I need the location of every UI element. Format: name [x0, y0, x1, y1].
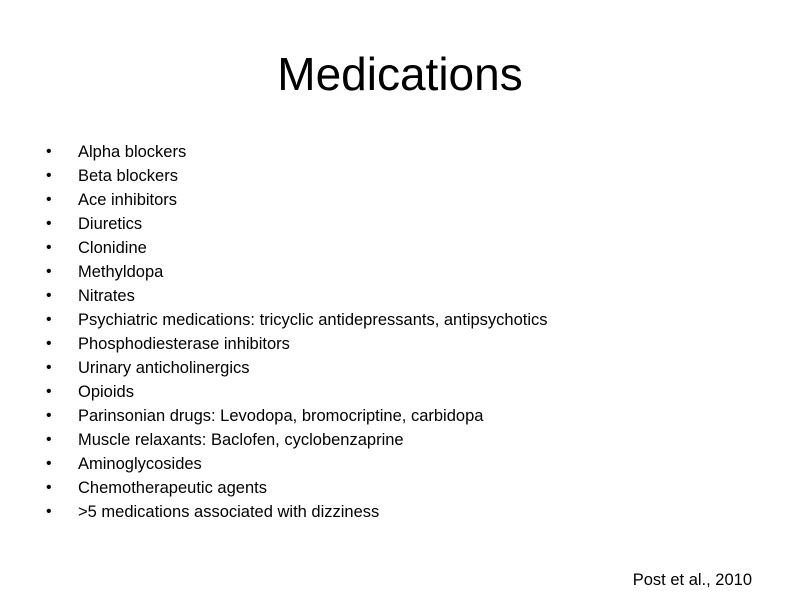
- bullet-icon: •: [46, 503, 52, 520]
- list-item-text: Nitrates: [78, 287, 135, 305]
- bullet-icon: •: [46, 407, 52, 424]
- list-item: [40, 356, 760, 380]
- list-item: [40, 164, 760, 188]
- list-item-text: Clonidine: [78, 239, 147, 257]
- list-item: [40, 476, 760, 500]
- list-item-text: >5 medications associated with dizziness: [78, 503, 380, 521]
- list-item-text: Urinary anticholinergics: [78, 359, 250, 377]
- bullet-icon: •: [46, 359, 52, 376]
- list-item: [40, 284, 760, 308]
- list-item: [40, 380, 760, 404]
- list-item-text: Parinsonian drugs: Levodopa, bromocriptine, carbidopa: [78, 407, 484, 425]
- list-item: [40, 308, 760, 332]
- list-item-text: Beta blockers: [78, 167, 178, 185]
- list-item: [40, 212, 760, 236]
- list-item-text: Methyldopa: [78, 263, 164, 281]
- list-item-text: Opioids: [78, 383, 134, 401]
- citation: Post et al., 2010: [632, 571, 752, 589]
- slide-title: Medications: [277, 48, 523, 100]
- bullet-icon: •: [46, 479, 52, 496]
- bullet-icon: •: [46, 263, 52, 280]
- list-item-text: Phosphodiesterase inhibitors: [78, 335, 290, 353]
- bullet-icon: •: [46, 287, 52, 304]
- bullet-icon: •: [46, 455, 52, 472]
- list-item-text: Ace inhibitors: [78, 191, 178, 209]
- list-item-text: Psychiatric medications: tricyclic antidepressants, antipsychotics: [78, 311, 548, 329]
- bullet-icon: •: [46, 383, 52, 400]
- bullet-icon: •: [46, 239, 52, 256]
- list-item-text: Alpha blockers: [78, 143, 187, 161]
- list-item: [40, 428, 760, 452]
- medication-list: [40, 140, 760, 524]
- bullet-icon: •: [46, 191, 52, 208]
- list-item: [40, 188, 760, 212]
- bullet-icon: •: [46, 143, 52, 160]
- list-item: [40, 452, 760, 476]
- bullet-icon: •: [46, 167, 52, 184]
- list-item-text: Diuretics: [78, 215, 143, 233]
- list-item: [40, 404, 760, 428]
- bullet-icon: •: [46, 215, 52, 232]
- list-item: [40, 140, 760, 164]
- bullet-icon: •: [46, 431, 52, 448]
- list-item: [40, 332, 760, 356]
- list-item-text: Chemotherapeutic agents: [78, 479, 267, 497]
- list-item: [40, 236, 760, 260]
- bullet-icon: •: [46, 335, 52, 352]
- list-item-text: Aminoglycosides: [78, 455, 202, 473]
- list-item: [40, 260, 760, 284]
- list-item-text: Muscle relaxants: Baclofen, cyclobenzaprine: [78, 431, 404, 449]
- list-item: [40, 500, 760, 524]
- bullet-icon: •: [46, 311, 52, 328]
